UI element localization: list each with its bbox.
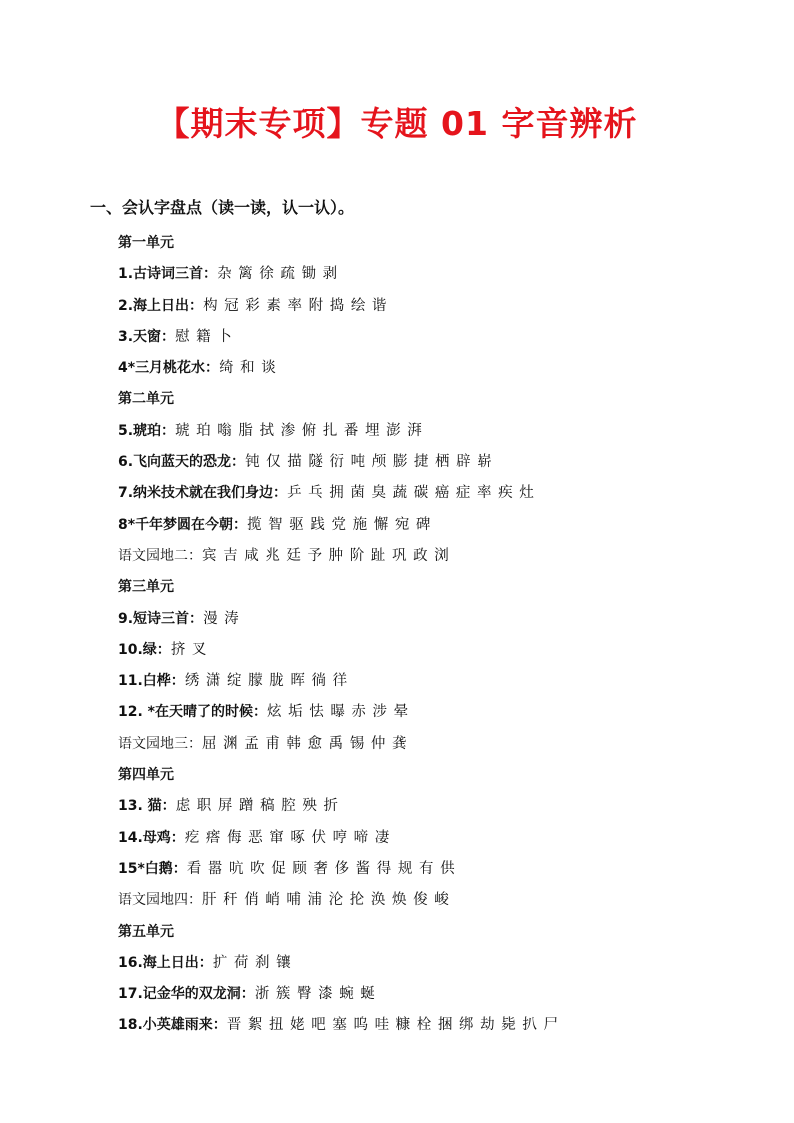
lesson-label: 9.短诗三首： xyxy=(118,610,204,627)
unit-heading xyxy=(118,384,758,415)
recognition-characters: 晋 絮 扭 姥 吧 塞 呜 哇 糠 栓 捆 绑 劫 毙 扒 尸 xyxy=(226,1017,559,1034)
recognition-characters: 琥 珀 嗡 脂 拭 渗 俯 扎 番 埋 澎 湃 xyxy=(175,422,423,439)
lesson-row xyxy=(118,291,758,322)
unit-title: 第三单元 xyxy=(118,579,174,596)
lesson-row xyxy=(118,823,758,854)
unit-title: 第四单元 xyxy=(118,767,174,784)
recognition-characters: 构 冠 彩 素 率 附 捣 绘 谐 xyxy=(203,297,388,314)
recognition-characters: 屈 渊 孟 甫 韩 愈 禹 锡 仲 龚 xyxy=(202,735,408,752)
lesson-row xyxy=(118,697,758,728)
recognition-characters: 疙 瘩 侮 恶 窜 啄 伏 哼 啼 凄 xyxy=(184,829,391,846)
lesson-row xyxy=(118,353,758,384)
lesson-row xyxy=(118,510,758,541)
unit-heading xyxy=(118,572,758,603)
unit-heading xyxy=(118,760,758,791)
recognition-characters: 揽 智 驱 践 党 施 懈 宛 碑 xyxy=(247,516,432,533)
lesson-label: 13. 猫： xyxy=(118,798,176,815)
lesson-row xyxy=(118,322,758,353)
lesson-label: 11.白桦： xyxy=(118,673,185,690)
unit-heading xyxy=(118,917,758,948)
lesson-row xyxy=(118,948,758,979)
unit-title: 第二单元 xyxy=(118,391,174,408)
lesson-row xyxy=(118,416,758,447)
garden-label: 语文园地二： xyxy=(118,547,202,564)
lesson-label: 10.绿： xyxy=(118,641,171,658)
recognition-characters: 钝 仅 描 隧 衍 吨 颅 膨 捷 栖 辟 崭 xyxy=(245,454,493,471)
unit-heading xyxy=(118,228,758,259)
lesson-row xyxy=(118,666,758,697)
lesson-row xyxy=(118,478,758,509)
lesson-label: 4*三月桃花水： xyxy=(118,360,220,377)
recognition-characters: 杂 篱 徐 疏 锄 剥 xyxy=(217,266,339,283)
recognition-characters: 绮 和 谈 xyxy=(219,360,277,377)
recognition-characters: 炫 垢 怯 曝 赤 涉 晕 xyxy=(267,704,410,721)
section-heading: 一、会认字盘点（读一读，认一认）。 xyxy=(90,198,355,217)
lesson-label: 12. *在天晴了的时候： xyxy=(118,704,267,721)
unit-title: 第一单元 xyxy=(118,235,174,251)
garden-row xyxy=(118,541,758,572)
page-title: 【期末专项】专题 01 字音辨析 xyxy=(156,104,638,143)
lesson-label: 5.琥珀： xyxy=(118,422,176,439)
lesson-row xyxy=(118,259,758,290)
unit-title: 第五单元 xyxy=(118,923,174,940)
lesson-label: 14.母鸡： xyxy=(118,829,185,846)
recognition-characters: 扩 荷 刹 镶 xyxy=(212,954,292,971)
character-list xyxy=(118,228,758,1042)
lesson-row xyxy=(118,635,758,666)
garden-row xyxy=(118,885,758,916)
lesson-row xyxy=(118,791,758,822)
lesson-label: 16.海上日出： xyxy=(118,954,213,971)
lesson-label: 15*白鹅： xyxy=(118,860,187,877)
lesson-label: 1.古诗词三首： xyxy=(118,266,218,283)
garden-row xyxy=(118,729,758,760)
lesson-row xyxy=(118,604,758,635)
lesson-row xyxy=(118,1010,758,1041)
lesson-label: 2.海上日出： xyxy=(118,297,204,314)
recognition-characters: 看 嚣 吭 吹 促 顾 奢 侈 酱 得 规 有 供 xyxy=(186,860,456,877)
lesson-row xyxy=(118,854,758,885)
lesson-label: 17.记金华的双龙洞： xyxy=(118,986,255,1003)
recognition-characters: 漫 涛 xyxy=(203,610,240,627)
recognition-characters: 慰 籍 卜 xyxy=(175,328,233,345)
recognition-characters: 肝 秆 俏 峭 哺 浦 沦 抡 涣 焕 俊 峻 xyxy=(202,892,450,909)
recognition-characters: 浙 簇 臀 漆 蜿 蜒 xyxy=(254,986,376,1003)
recognition-characters: 绣 潇 绽 朦 胧 晖 徜 徉 xyxy=(184,673,349,690)
garden-label: 语文园地四： xyxy=(118,892,202,909)
lesson-label: 18.小英雄雨来： xyxy=(118,1017,227,1034)
garden-label: 语文园地三： xyxy=(118,735,202,752)
lesson-label: 6.飞向蓝天的恐龙： xyxy=(118,454,246,471)
lesson-row xyxy=(118,447,758,478)
recognition-characters: 宾 吉 咸 兆 廷 予 肿 阶 趾 巩 政 浏 xyxy=(202,547,450,564)
recognition-characters: 挤 叉 xyxy=(170,641,208,658)
recognition-characters: 乒 乓 拥 菌 臭 蔬 碳 癌 症 率 疾 灶 xyxy=(287,485,535,502)
lesson-label: 7.纳米技术就在我们身边： xyxy=(118,485,288,502)
lesson-label: 3.天窗： xyxy=(118,328,176,345)
lesson-row xyxy=(118,979,758,1010)
lesson-label: 8*千年梦圆在今朝： xyxy=(118,516,248,533)
recognition-characters: 虑 职 屏 蹭 稿 腔 殃 折 xyxy=(175,798,339,815)
